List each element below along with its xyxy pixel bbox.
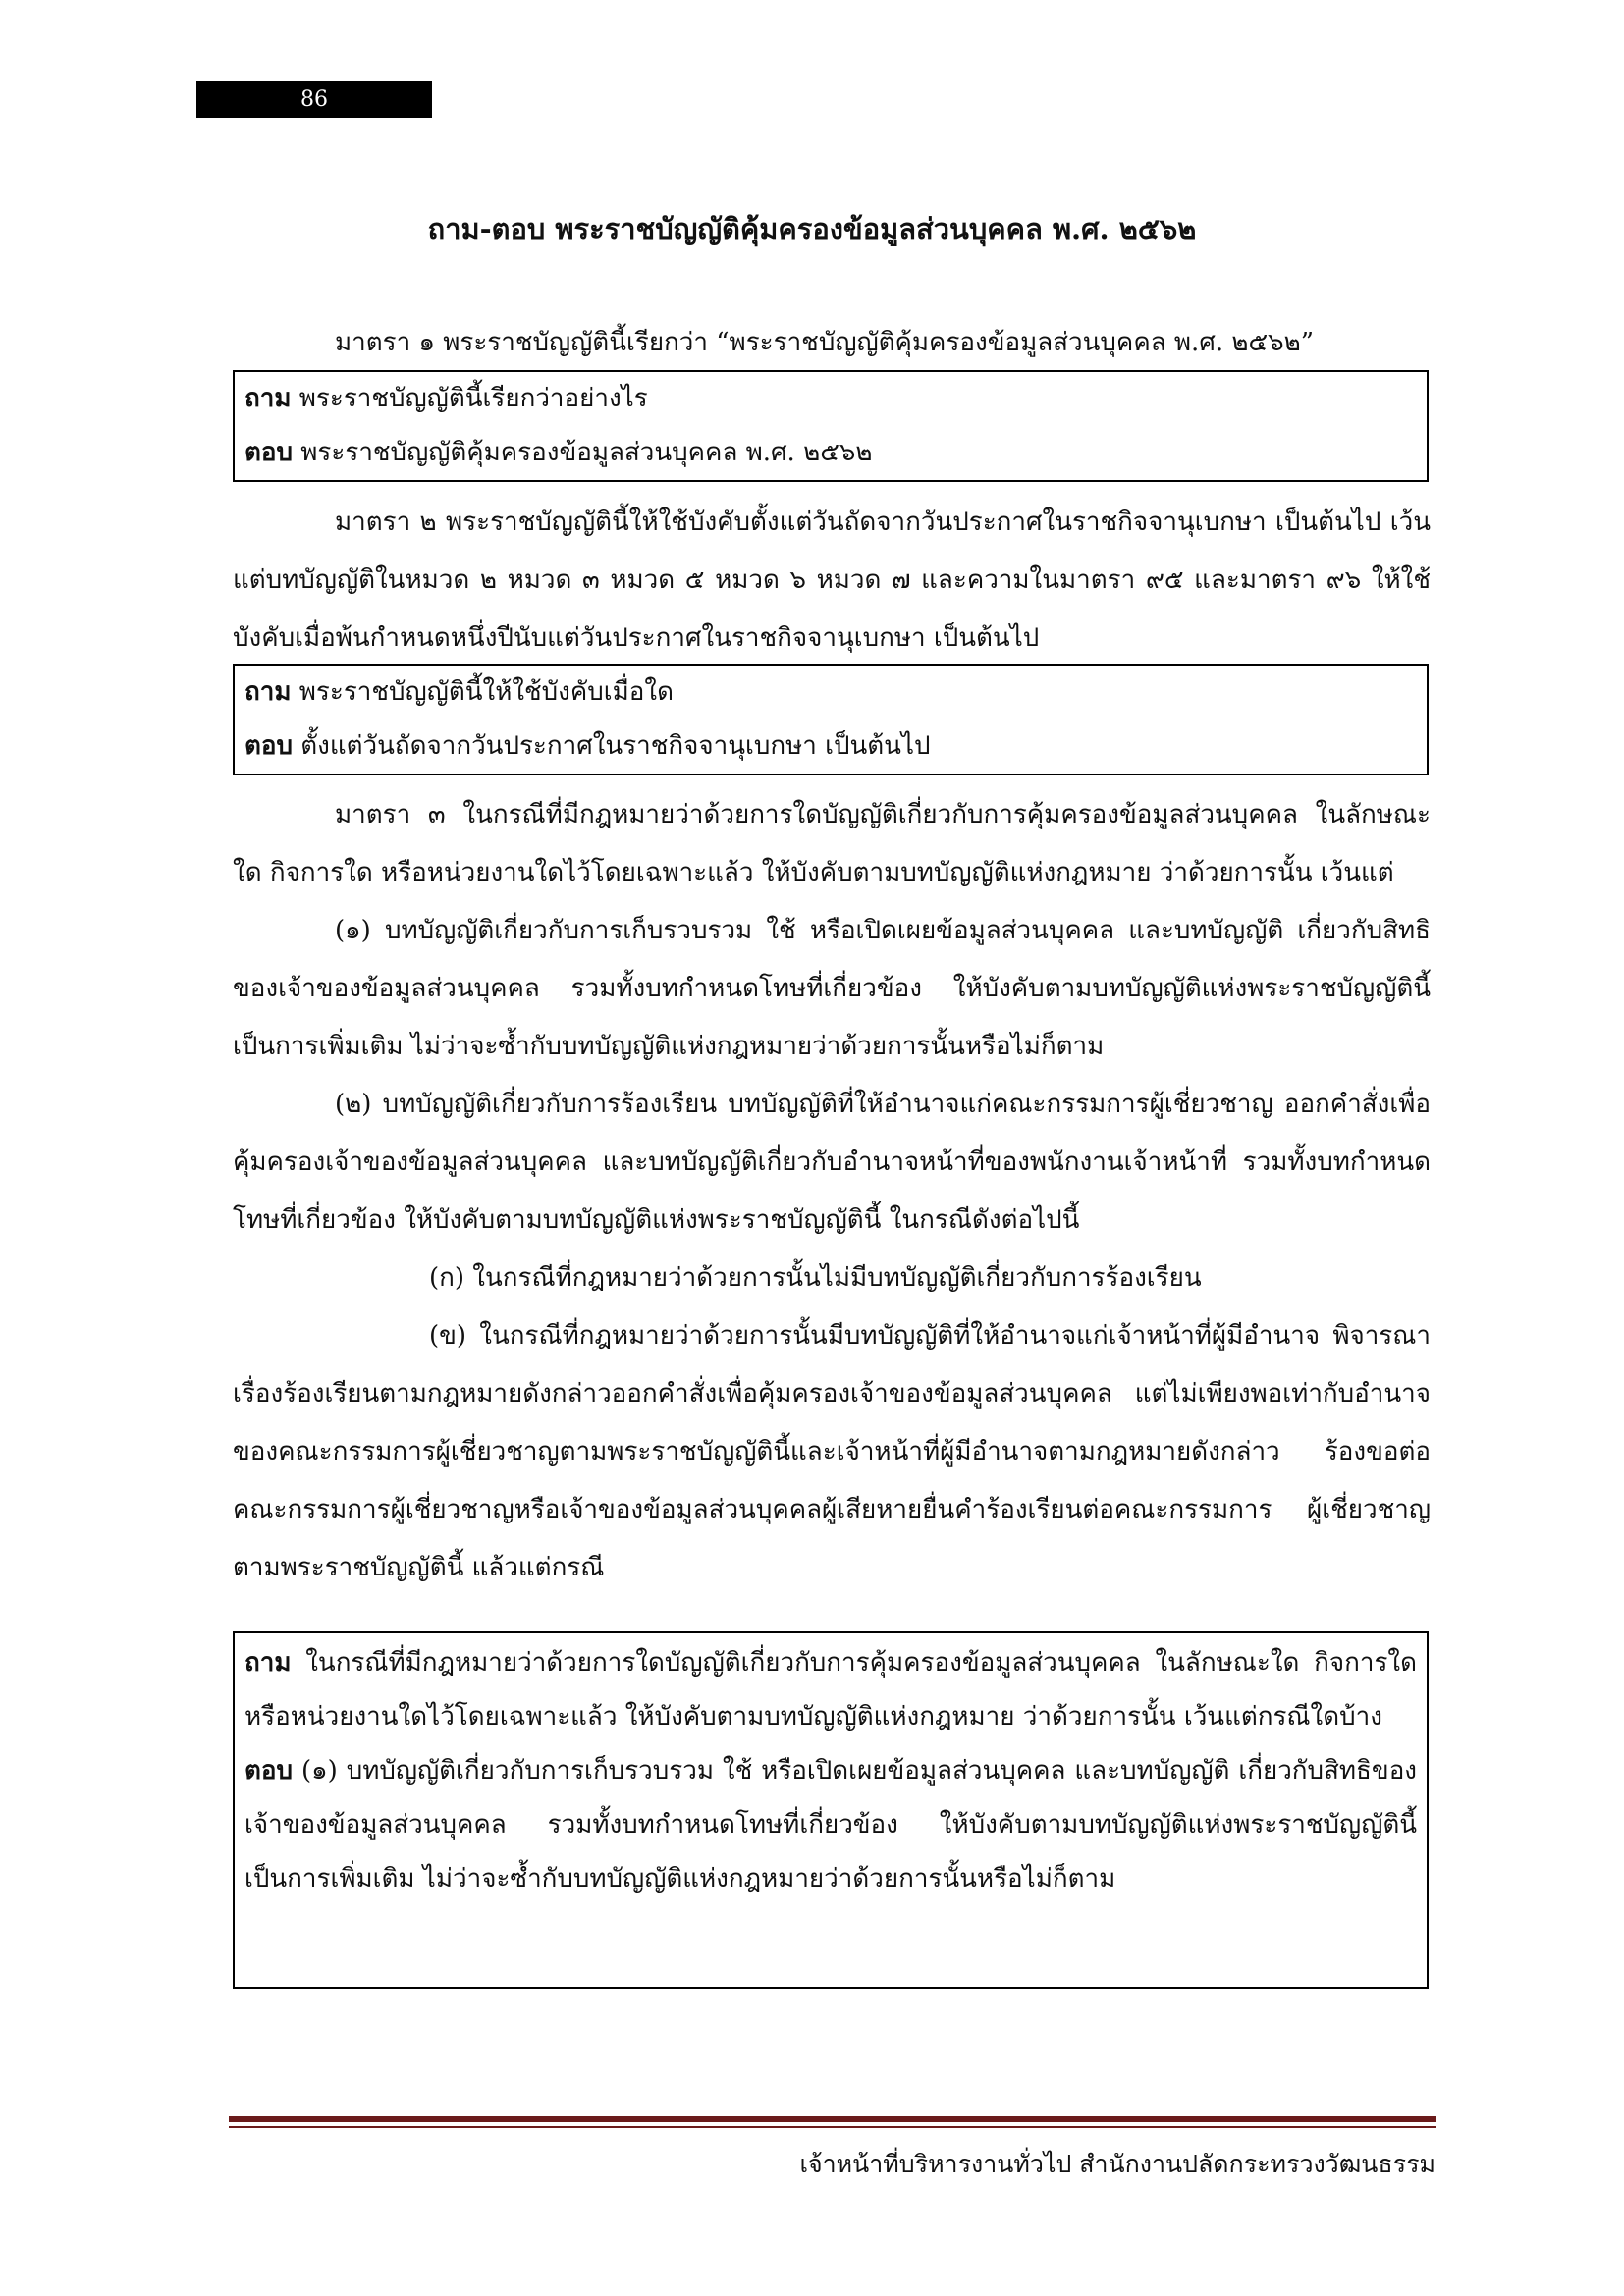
qa-box-3 (233, 1631, 1429, 1989)
section-3-item-2: (๒) บทบัญญัติเกี่ยวกับการร้องเรียน บทบัญญัติที่ให้อำนาจแก่คณะกรรมการผู้เชี่ยวชาญ ออกคำสั่งเพื่อคุ้มครองเจ้าของข้อมูลส่วนบุคคล และบทบัญญัติเกี่ยวกับอำนาจหน้าที่ของพนักงานเจ้าหน้าที่ รวมทั้งบทกำหนดโทษที่เกี่ยวข้อง ให้บังคับตามบทบัญญัติแห่งพระราชบัญญัตินี้ ในกรณีดังต่อไปนี้ (233, 1090, 1431, 1235)
section-3-item-1: (๑) บทบัญญัติเกี่ยวกับการเก็บรวบรวม ใช้ หรือเปิดเผยข้อมูลส่วนบุคคล และบทบัญญัติ เกี่ยวกับสิทธิของเจ้าของข้อมูลส่วนบุคคล รวมทั้งบทกำหนดโทษที่เกี่ยวข้อง ให้บังคับตามบทบัญญัติแห่งพระราชบัญญัตินี้เป็นการเพิ่มเติม ไม่ว่าจะซ้ำกับบทบัญญัติแห่งกฎหมายว่าด้วยการนั้นหรือไม่ก็ตาม (233, 916, 1431, 1061)
section-3-item-2a: (ก) ในกรณีที่กฎหมายว่าด้วยการนั้นไม่มีบทบัญญัติเกี่ยวกับการร้องเรียน (429, 1263, 1202, 1293)
section-3-item-2b: (ข) ในกรณีที่กฎหมายว่าด้วยการนั้นมีบทบัญญัติที่ให้อำนาจแก่เจ้าหน้าที่ผู้มีอำนาจ พิจารณา เรื่องร้องเรียนตามกฎหมายดังกล่าวออกคำสั่งเพื่อคุ้มครองเจ้าของข้อมูลส่วนบุคคล แต่ไม่เพียงพอเท่ากับอำนาจของคณะกรรมการผู้เชี่ยวชาญตามพระราชบัญญัตินี้และเจ้าหน้าที่ผู้มีอำนาจตามกฎหมายดังกล่าว ร้องขอต่อคณะกรรมการผู้เชี่ยวชาญหรือเจ้าของข้อมูลส่วนบุคคลผู้เสียหายยื่นคำร้องเรียนต่อคณะกรรมการ ผู้เชี่ยวชาญตามพระราชบัญญัตินี้ แล้วแต่กรณี (233, 1321, 1431, 1582)
qa-2-question: ถาม พระราชบัญญัตินี้ให้ใช้บังคับเมื่อใด (244, 677, 674, 707)
footer-rule (229, 2116, 1436, 2122)
qa-1-answer: ตอบ พระราชบัญญัติคุ้มครองข้อมูลส่วนบุคคล พ.ศ. ๒๕๖๒ (244, 438, 873, 467)
page-number: 86 (196, 81, 432, 118)
section-1-text: มาตรา ๑ พระราชบัญญัตินี้เรียกว่า “พระราชบัญญัติคุ้มครองข้อมูลส่วนบุคคล พ.ศ. ๒๕๖๒” (335, 328, 1315, 357)
page-title: ถาม-ตอบ พระราชบัญญัติคุ้มครองข้อมูลส่วนบุคคล พ.ศ. ๒๕๖๒ (427, 212, 1197, 245)
qa-3-answer: ตอบ (๑) บทบัญญัติเกี่ยวกับการเก็บรวบรวม ใช้ หรือเปิดเผยข้อมูลส่วนบุคคล และบทบัญญัติ เกี่ยวกับสิทธิของเจ้าของข้อมูลส่วนบุคคล รวมทั้งบทกำหนดโทษที่เกี่ยวข้อง ให้บังคับตามบทบัญญัติแห่งพระราชบัญญัตินี้เป็นการเพิ่มเติม ไม่ว่าจะซ้ำกับบทบัญญัติแห่งกฎหมายว่าด้วยการนั้นหรือไม่ก็ตาม (244, 1756, 1418, 1894)
section-2-text: มาตรา ๒ พระราชบัญญัตินี้ให้ใช้บังคับตั้งแต่วันถัดจากวันประกาศในราชกิจจานุเบกษา เป็นต้นไป เว้นแต่บทบัญญัติในหมวด ๒ หมวด ๓ หมวด ๕ หมวด ๖ หมวด ๗ และความในมาตรา ๙๕ และมาตรา ๙๖ ให้ใช้บังคับเมื่อพ้นกำหนดหนึ่งปีนับแต่วันประกาศในราชกิจจานุเบกษา เป็นต้นไป (233, 507, 1431, 653)
section-3 (233, 786, 1431, 1597)
qa-box-2 (233, 664, 1429, 775)
footer-rule-thin (229, 2126, 1436, 2128)
qa-2-answer: ตอบ ตั้งแต่วันถัดจากวันประกาศในราชกิจจานุเบกษา เป็นต้นไป (244, 731, 931, 761)
section-3-intro: มาตรา ๓ ในกรณีที่มีกฎหมายว่าด้วยการใดบัญญัติเกี่ยวกับการคุ้มครองข้อมูลส่วนบุคคล ในลักษณะใด กิจการใด หรือหน่วยงานใดไว้โดยเฉพาะแล้ว ให้บังคับตามบทบัญญัติแห่งกฎหมาย ว่าด้วยการนั้น เว้นแต่ (233, 800, 1431, 887)
qa-1-question: ถาม พระราชบัญญัตินี้เรียกว่าอย่างไร (244, 384, 648, 413)
qa-box-1 (233, 370, 1429, 482)
qa-3-question: ถาม ในกรณีที่มีกฎหมายว่าด้วยการใดบัญญัติเกี่ยวกับการคุ้มครองข้อมูลส่วนบุคคล ในลักษณะใด กิจการใด หรือหน่วยงานใดไว้โดยเฉพาะแล้ว ให้บังคับตามบทบัญญัติแห่งกฎหมาย ว่าด้วยการนั้น เว้นแต่กรณีใดบ้าง (244, 1648, 1417, 1732)
footer-text: เจ้าหน้าที่บริหารงานทั่วไป สำนักงานปลัดกระทรวงวัฒนธรรม (799, 2150, 1435, 2178)
